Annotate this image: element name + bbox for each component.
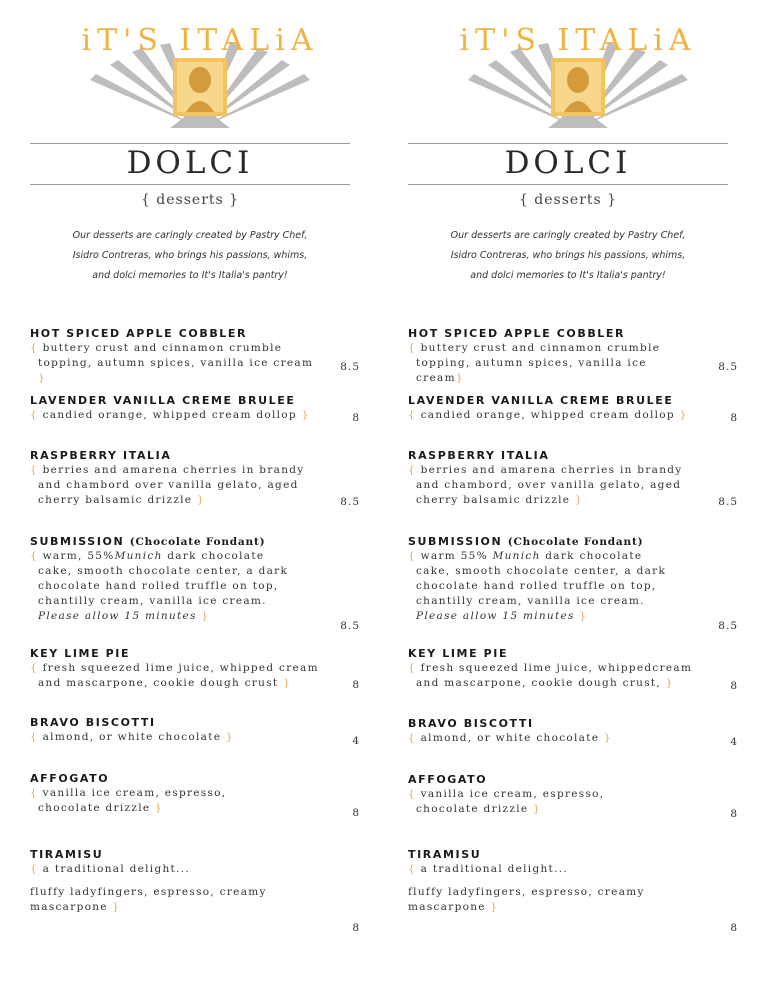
brace: }	[574, 494, 583, 506]
menu-column-left	[30, 0, 370, 994]
brace: {	[408, 863, 416, 875]
menu-item	[30, 394, 360, 423]
item-description	[408, 463, 698, 508]
description-line: { vanilla ice cream, espresso,	[408, 788, 605, 800]
description-line: { almond, or white chocolate }	[30, 731, 234, 743]
menu-item	[408, 327, 738, 386]
item-description	[30, 408, 320, 423]
description-line: { candied orange, whipped cream dollop }	[408, 409, 688, 421]
its-italia-logo	[70, 10, 330, 135]
description-line: and mascarpone, cookie dough crust }	[38, 677, 292, 689]
item-name-text: BRAVO BISCOTTI	[408, 717, 534, 730]
brace: {	[30, 731, 38, 743]
menu-item	[30, 535, 360, 632]
item-description	[408, 731, 698, 746]
menu-item	[408, 717, 738, 746]
item-price: 8	[352, 807, 360, 819]
item-price: 8.5	[718, 361, 738, 373]
description-line: and chambord, over vanilla gelato, aged	[416, 479, 682, 491]
item-price: 4	[352, 735, 360, 747]
item-description	[30, 786, 320, 816]
description-line: chantilly cream, vanilla ice cream.	[416, 595, 645, 607]
item-name	[408, 647, 738, 661]
item-name	[408, 327, 738, 341]
menu-item	[408, 647, 738, 691]
item-price: 8.5	[340, 620, 360, 632]
item-name	[408, 535, 738, 549]
item-name-suffix: (Chocolate Fondant)	[507, 536, 644, 548]
its-italia-logo	[448, 10, 708, 135]
item-description	[30, 730, 320, 745]
menu-item	[30, 772, 360, 819]
description-extra	[408, 885, 698, 915]
menu-item	[408, 848, 738, 934]
description-line: chantilly cream, vanilla ice cream.	[38, 595, 267, 607]
item-name	[408, 394, 738, 408]
description-line: chocolate hand rolled truffle on top,	[38, 580, 279, 592]
description-line: cake, smooth chocolate center, a dark	[416, 565, 667, 577]
description-line: and chambord over vanilla gelato, aged	[38, 479, 299, 491]
item-price: 8	[352, 922, 360, 934]
brace: {	[30, 464, 38, 476]
description-line: topping, autumn spices, vanilla ice cream}	[416, 357, 647, 384]
description-line: chocolate drizzle }	[416, 803, 542, 815]
item-name-text: KEY LIME PIE	[30, 647, 131, 660]
brace: }	[455, 372, 464, 384]
description-line: cherry balsamic drizzle }	[38, 494, 205, 506]
brace: {	[408, 788, 416, 800]
description-line: { almond, or white chocolate }	[408, 732, 612, 744]
emphasis: Munich	[492, 550, 541, 562]
item-description	[30, 463, 320, 508]
brace: }	[301, 409, 310, 421]
brace: {	[408, 342, 416, 354]
brand-text: iT'S ITALiA	[81, 23, 319, 58]
description-line: { candied orange, whipped cream dollop }	[30, 409, 310, 421]
page-subtitle: { desserts }	[140, 192, 240, 208]
item-price: 8.5	[718, 620, 738, 632]
menu-item	[30, 647, 360, 691]
description-line: { fresh squeezed lime juice, whippedcream	[408, 662, 693, 674]
item-price: 8.5	[718, 496, 738, 508]
brand-text: iT'S ITALiA	[459, 23, 697, 58]
menu-item	[408, 449, 738, 508]
item-description	[408, 341, 698, 386]
brace: {	[408, 550, 416, 562]
item-name	[30, 327, 360, 341]
brace: }	[225, 731, 234, 743]
menu-item	[30, 848, 360, 934]
brace: }	[155, 802, 164, 814]
description-line: cherry balsamic drizzle }	[416, 494, 583, 506]
item-name-text: TIRAMISU	[408, 848, 482, 861]
item-name	[30, 449, 360, 463]
page-title: DOLCI	[504, 145, 632, 181]
item-name	[30, 772, 360, 786]
item-price: 8	[730, 808, 738, 820]
brace: }	[490, 901, 499, 913]
item-name	[408, 773, 738, 787]
brace: }	[112, 901, 121, 913]
emphasis: Please allow 15 minutes	[416, 610, 575, 622]
item-price: 8	[730, 922, 738, 934]
item-description	[30, 661, 320, 691]
description-line: topping, autumn spices, vanilla ice cream }	[38, 357, 314, 384]
brace: {	[30, 863, 38, 875]
description-extra	[30, 885, 320, 915]
brace: }	[603, 732, 612, 744]
brace: {	[408, 732, 416, 744]
description-line: { vanilla ice cream, espresso,	[30, 787, 227, 799]
page-title: DOLCI	[126, 145, 254, 181]
item-description	[408, 408, 698, 423]
description-line: cake, smooth chocolate center, a dark	[38, 565, 289, 577]
header-rule-bottom	[408, 184, 728, 185]
item-description	[408, 862, 698, 915]
item-price: 8.5	[340, 361, 360, 373]
item-name	[408, 848, 738, 862]
brace: }	[283, 677, 292, 689]
item-price: 8	[730, 412, 738, 424]
item-name-text: TIRAMISU	[30, 848, 104, 861]
description-line	[30, 609, 320, 624]
menu-item	[408, 535, 738, 632]
description-line: and mascarpone, cookie dough crust, }	[416, 677, 674, 689]
item-price: 8	[352, 679, 360, 691]
item-name	[30, 394, 360, 408]
description-line: { fresh squeezed lime juice, whipped cream	[30, 662, 319, 674]
intro-text: Our desserts are caringly created by Pastry Chef, Isidro Contreras, who brings his passions, whims, and dolci memories to It's Italia's pantry!	[72, 230, 308, 281]
item-description	[408, 787, 698, 817]
item-name-text: AFFOGATO	[408, 773, 488, 786]
item-description	[408, 661, 698, 691]
intro-text: Our desserts are caringly created by Pastry Chef, Isidro Contreras, who brings his passions, whims, and dolci memories to It's Italia's pantry!	[450, 230, 686, 281]
emphasis: Please allow 15 minutes	[38, 610, 197, 622]
item-price: 8	[352, 412, 360, 424]
description-line: { buttery crust and cinnamon crumble	[408, 342, 661, 354]
description-line: fluffy ladyfingers, espresso, creamy	[30, 886, 267, 898]
description-line: { a traditional delight...	[408, 863, 568, 875]
item-description	[408, 549, 698, 624]
item-name-text: HOT SPICED APPLE COBBLER	[30, 327, 248, 340]
menu-item	[408, 394, 738, 423]
brace: }	[679, 409, 688, 421]
item-name	[30, 716, 360, 730]
item-description	[30, 341, 320, 386]
menu-item	[408, 773, 738, 820]
item-description	[30, 549, 320, 624]
item-name	[30, 848, 360, 862]
item-description	[30, 862, 320, 915]
description-line: { a traditional delight...	[30, 863, 190, 875]
description-line: { berries and amarena cherries in brandy	[30, 464, 305, 476]
brace: {	[408, 662, 416, 674]
brace: }	[579, 610, 588, 622]
item-name-text: SUBMISSION	[30, 535, 125, 548]
description-line	[408, 609, 698, 624]
item-name-suffix: (Chocolate Fondant)	[129, 536, 266, 548]
brace: }	[196, 494, 205, 506]
page-subtitle: { desserts }	[518, 192, 618, 208]
description-line: fluffy ladyfingers, espresso, creamy	[408, 886, 645, 898]
brace: {	[30, 787, 38, 799]
menu-item	[30, 716, 360, 745]
item-name	[408, 717, 738, 731]
description-line: { warm 55% Munich dark chocolate	[408, 550, 643, 562]
description-line: chocolate drizzle }	[38, 802, 164, 814]
brace: {	[30, 342, 38, 354]
brace: }	[38, 372, 46, 384]
description-line: mascarpone }	[408, 901, 499, 913]
item-name-text: HOT SPICED APPLE COBBLER	[408, 327, 626, 340]
header-rule-bottom	[30, 184, 350, 185]
item-name	[30, 535, 360, 549]
description-line: { berries and amarena cherries in brandy	[408, 464, 683, 476]
brace: {	[408, 464, 416, 476]
item-name-text: RASPBERRY ITALIA	[408, 449, 550, 462]
emphasis: Munich	[114, 550, 163, 562]
item-name	[408, 449, 738, 463]
item-name-text: AFFOGATO	[30, 772, 110, 785]
brace: {	[408, 409, 416, 421]
brace: }	[201, 610, 210, 622]
item-price: 8	[730, 680, 738, 692]
menu-item	[30, 449, 360, 508]
menu-column-right	[408, 0, 748, 994]
item-name-text: BRAVO BISCOTTI	[30, 716, 156, 729]
menu-item	[30, 327, 360, 386]
brace: }	[665, 677, 674, 689]
brace: {	[30, 662, 38, 674]
item-name-text: SUBMISSION	[408, 535, 503, 548]
item-price: 8.5	[340, 496, 360, 508]
item-name-text: RASPBERRY ITALIA	[30, 449, 172, 462]
item-name-text: KEY LIME PIE	[408, 647, 509, 660]
item-name	[30, 647, 360, 661]
description-line: { buttery crust and cinnamon crumble	[30, 342, 283, 354]
description-line: mascarpone }	[30, 901, 121, 913]
description-line: { warm, 55%Munich dark chocolate	[30, 550, 265, 562]
brace: {	[30, 409, 38, 421]
item-name-text: LAVENDER VANILLA CREME BRULEE	[408, 394, 674, 407]
item-price: 4	[730, 736, 738, 748]
item-name-text: LAVENDER VANILLA CREME BRULEE	[30, 394, 296, 407]
brace: }	[533, 803, 542, 815]
brace: {	[30, 550, 38, 562]
description-line: chocolate hand rolled truffle on top,	[416, 580, 657, 592]
